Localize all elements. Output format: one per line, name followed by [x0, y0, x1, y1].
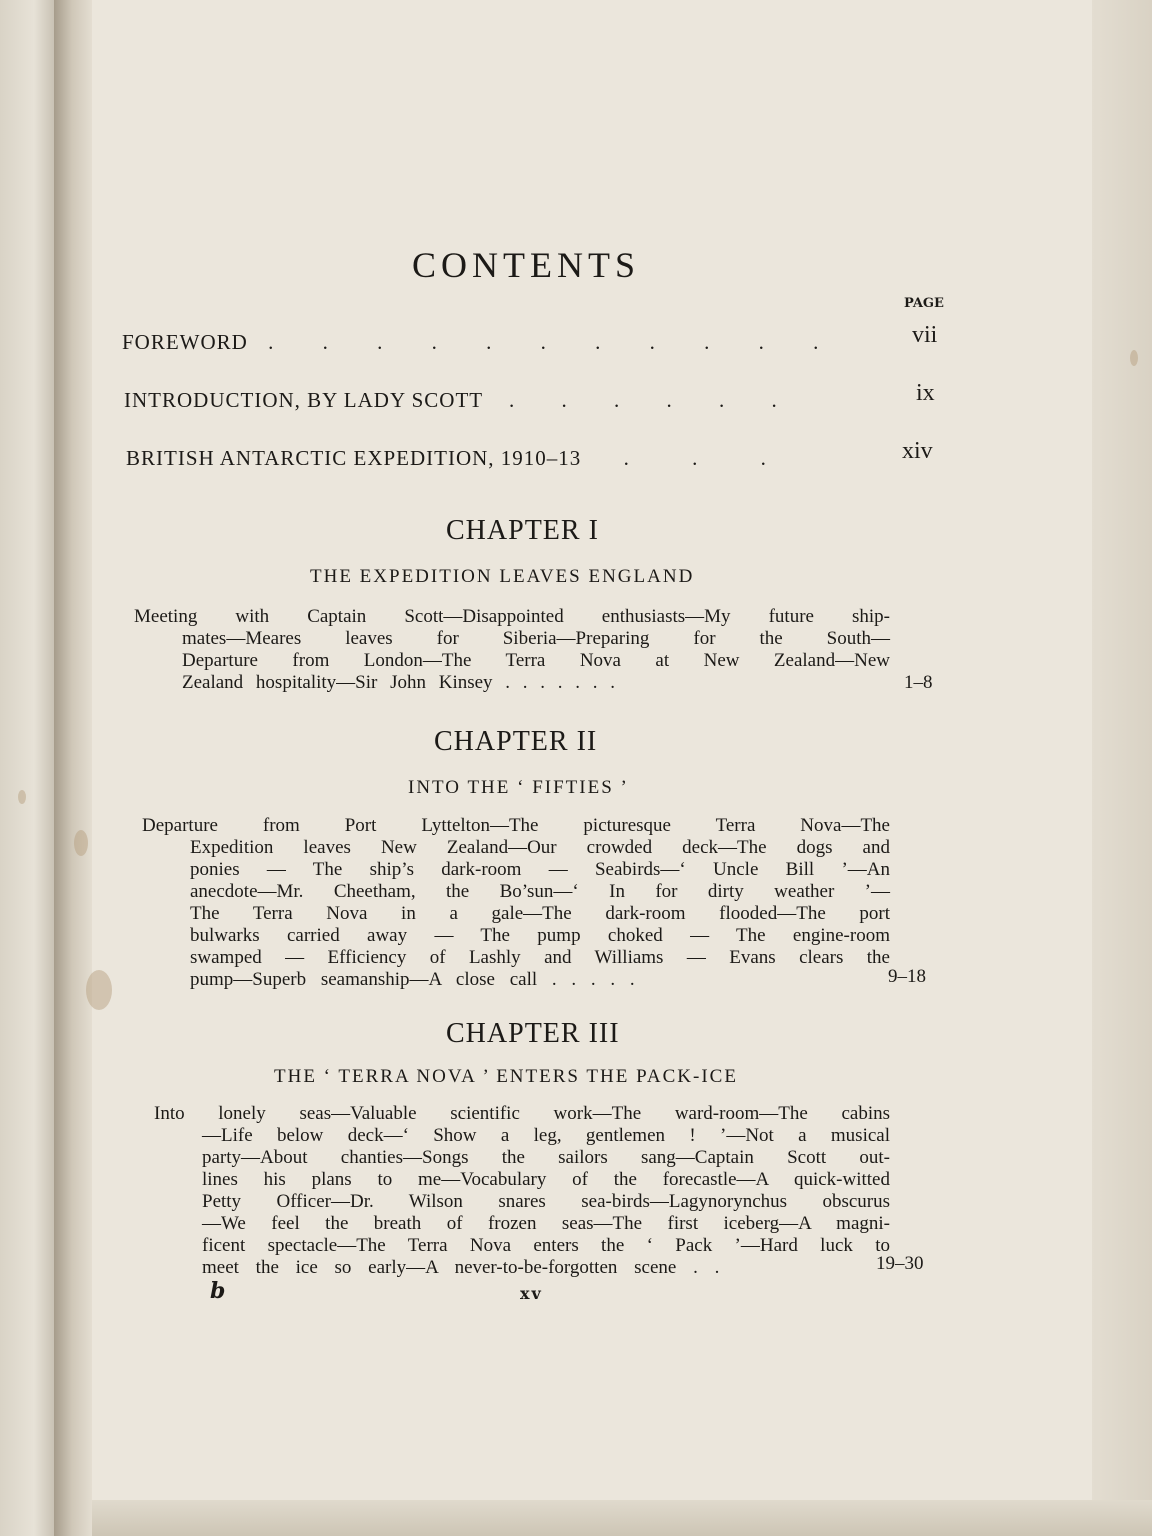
summary-line: Petty Officer—Dr. Wilson snares sea-birds—Lagynorynchus obscurus [202, 1191, 890, 1212]
summary-line: —Life below deck—‘ Show a leg, gentlemen ! ’—Not a musical [202, 1125, 890, 1146]
summary-line: Departure from Port Lyttelton—The picturesque Terra Nova—The [142, 815, 890, 836]
toc-entry-label: FOREWORD [122, 330, 248, 354]
signature-mark: b [210, 1278, 226, 1304]
page-edge-bottom [92, 1500, 1152, 1536]
chapter-summary [154, 1103, 890, 1279]
summary-line: —We feel the breath of frozen seas—The first iceberg—A magni- [202, 1213, 890, 1234]
foxing-stain [74, 830, 88, 856]
toc-entry-page: ix [916, 380, 935, 406]
page-folio: xv [520, 1284, 543, 1303]
summary-line: ficent spectacle—The Terra Nova enters the ‘ Pack ’—Hard luck to [202, 1235, 890, 1256]
chapter-heading: CHAPTER III [446, 1018, 620, 1049]
summary-line: pump—Superb seamanship—A close call . . . . . [190, 969, 635, 990]
book-gutter [54, 0, 94, 1536]
toc-entry-label: BRITISH ANTARCTIC EXPEDITION, 1910–13 [126, 446, 582, 470]
summary-line: meet the ice so early—A never-to-be-forgotten scene . . [202, 1257, 720, 1278]
foxing-stain [1130, 350, 1138, 366]
summary-line: The Terra Nova in a gale—The dark-room flooded—The port [190, 903, 890, 924]
summary-line: Zealand hospitality—Sir John Kinsey . . . . . . . [182, 672, 616, 693]
chapter-page-range: 19–30 [876, 1253, 924, 1274]
summary-line: mates—Meares leaves for Siberia—Preparing for the South— [182, 628, 890, 649]
chapter-page-range: 1–8 [904, 672, 933, 693]
summary-line: anecdote—Mr. Cheetham, the Bo’sun—‘ In for dirty weather ’— [190, 881, 890, 902]
toc-entry-page: xiv [902, 438, 933, 464]
toc-entry-expedition [126, 446, 766, 471]
chapter-summary [142, 815, 890, 991]
toc-entry-introduction [124, 388, 777, 413]
toc-entry-label: INTRODUCTION, BY LADY SCOTT [124, 388, 483, 412]
foxing-stain [86, 970, 112, 1010]
summary-line: Meeting with Captain Scott—Disappointed enthusiasts—My future ship- [134, 606, 890, 627]
chapter-heading: CHAPTER I [446, 515, 599, 546]
chapter-title: THE ‘ TERRA NOVA ’ ENTERS THE PACK-ICE [274, 1066, 738, 1087]
leader-dots: . . . . . . . . . . . [268, 330, 819, 354]
summary-line: Departure from London—The Terra Nova at New Zealand—New [182, 650, 890, 671]
toc-entry-page: vii [912, 322, 938, 348]
summary-line: swamped — Efficiency of Lashly and Williams — Evans clears the [190, 947, 890, 968]
toc-entry-foreword [122, 330, 818, 355]
summary-line: Expedition leaves New Zealand—Our crowded deck—The dogs and [190, 837, 890, 858]
chapter-page-range: 9–18 [888, 966, 926, 987]
summary-line: bulwarks carried away — The pump choked — The engine-room [190, 925, 890, 946]
chapter-summary [134, 606, 890, 694]
page-edge-right [1092, 0, 1152, 1536]
page-column-label: PAGE [904, 296, 944, 311]
summary-line: ponies — The ship’s dark-room — Seabirds—‘ Uncle Bill ’—An [190, 859, 890, 880]
chapter-title: THE EXPEDITION LEAVES ENGLAND [310, 566, 695, 587]
summary-line: Into lonely seas—Valuable scientific work—The ward-room—The cabins [154, 1103, 890, 1124]
foxing-stain [18, 790, 26, 804]
chapter-title: INTO THE ‘ FIFTIES ’ [408, 777, 629, 798]
summary-line: party—About chanties—Songs the sailors sang—Captain Scott out- [202, 1147, 890, 1168]
contents-title: CONTENTS [412, 245, 640, 285]
left-page-edge [0, 0, 62, 1536]
leader-dots: . . . [623, 446, 766, 470]
summary-line: lines his plans to me—Vocabulary of the forecastle—A quick-witted [202, 1169, 890, 1190]
chapter-heading: CHAPTER II [434, 726, 598, 757]
leader-dots: . . . . . . [508, 388, 777, 412]
